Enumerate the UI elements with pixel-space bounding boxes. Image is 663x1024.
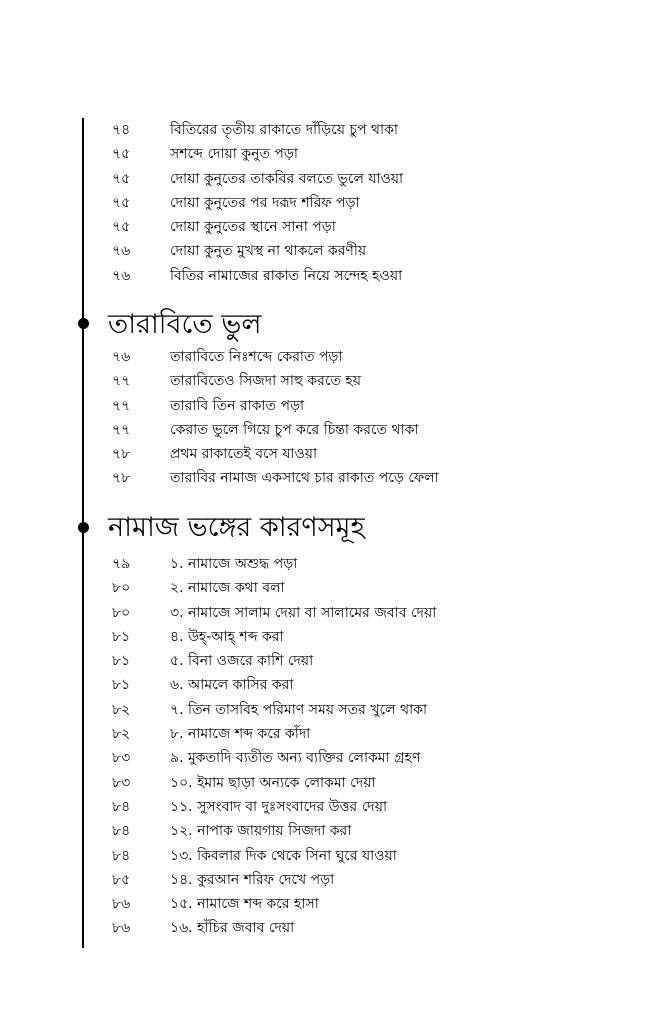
- toc-list-nullifiers: [0, 552, 663, 941]
- toc-entry: [0, 442, 663, 466]
- page-number: ৭৮: [112, 446, 131, 463]
- toc-entry: [0, 239, 663, 263]
- page-number: ৮৪: [112, 823, 131, 840]
- page-number: ৮৩: [112, 750, 131, 767]
- entry-title: ১০. ইমাম ছাড়া অন্যকে লোকমা দেয়া: [170, 774, 376, 791]
- entry-title: দোয়া কুনুত মুখস্থ না থাকলে করণীয়: [170, 243, 367, 260]
- entry-title: দোয়া কুনুতের পর দরূদ শরিফ পড়া: [170, 194, 360, 211]
- page-number: ৭৭: [112, 397, 131, 414]
- entry-title: প্রথম রাকাতেই বসে যাওয়া: [170, 446, 318, 463]
- entry-title: তারাবির নামাজ একসাথে চার রাকাত পড়ে ফেলা: [170, 470, 439, 487]
- entry-title: দোয়া কুনুতের স্থানে সানা পড়া: [170, 219, 336, 236]
- toc-entry: [0, 264, 663, 288]
- toc-entry: [0, 771, 663, 795]
- entry-title: ১. নামাজে অশুদ্ধ পড়া: [170, 556, 298, 572]
- page-number: ৭৯: [112, 556, 131, 572]
- toc-entry: [0, 345, 663, 369]
- entry-title: তারাবিতে নিঃশব্দে কেরাত পড়া: [170, 349, 343, 365]
- page-number: ৮৬: [112, 896, 131, 913]
- toc-entry: [0, 625, 663, 649]
- toc-entry: [0, 394, 663, 418]
- page-number: ৮১: [112, 628, 131, 645]
- toc-entry: [0, 844, 663, 868]
- toc-entry: [0, 649, 663, 673]
- entry-title: বিতির নামাজের রাকাত নিয়ে সন্দেহ হওয়া: [170, 267, 403, 284]
- toc-entry: [0, 698, 663, 722]
- page-number: ৮৪: [112, 847, 131, 864]
- entry-title: ১৬. হাঁচির জবাব দেয়া: [170, 920, 295, 937]
- toc-entry: [0, 418, 663, 442]
- page-number: ৭৬: [112, 349, 131, 365]
- toc-entry: [0, 601, 663, 625]
- page-number: ৭৫: [112, 219, 131, 236]
- page-number: ৭৫: [112, 194, 131, 211]
- entry-title: ২. নামাজে কথা বলা: [170, 580, 285, 597]
- entry-title: ১২. নাপাক জায়গায় সিজদা করা: [170, 823, 352, 840]
- page-number: ৭৭: [112, 421, 131, 438]
- toc-entry: [0, 916, 663, 940]
- toc-entry: [0, 167, 663, 191]
- toc-entry: [0, 466, 663, 490]
- toc-entry: [0, 868, 663, 892]
- page-number: ৮০: [112, 604, 131, 621]
- entry-title: কেরাত ভুলে গিয়ে চুপ করে চিন্তা করতে থাকা: [170, 421, 419, 438]
- toc-entry: [0, 892, 663, 916]
- entry-title: ৩. নামাজে সালাম দেয়া বা সালামের জবাব দেয়া: [170, 604, 437, 621]
- entry-title: ১৫. নামাজে শব্দ করে হাসা: [170, 896, 319, 913]
- entry-title: সশব্দে দোয়া কুনুত পড়া: [170, 146, 298, 163]
- entry-title: বিতিরের তৃতীয় রাকাতে দাঁড়িয়ে চুপ থাকা: [170, 122, 398, 138]
- page-number: ৮৩: [112, 774, 131, 791]
- entry-title: ১১. সুসংবাদ বা দুঃসংবাদের উত্তর দেয়া: [170, 798, 388, 815]
- page-number: ৮২: [112, 701, 131, 718]
- page-number: ৮১: [112, 653, 131, 670]
- entry-title: ১৩. কিবলার দিক থেকে সিনা ঘুরে যাওয়া: [170, 847, 397, 864]
- toc-entry: [0, 215, 663, 239]
- page-number: ৮১: [112, 677, 131, 694]
- toc-list-taraweeh: [0, 345, 663, 491]
- page-number: ৭৬: [112, 243, 131, 260]
- entry-title: ৪. উহ্-আহ্ শব্দ করা: [170, 628, 284, 645]
- toc-entry: [0, 746, 663, 770]
- toc-entry: [0, 819, 663, 843]
- toc-entry: [0, 142, 663, 166]
- page-number: ৭৫: [112, 170, 131, 187]
- toc-entry: [0, 118, 663, 142]
- page-number: ৮৪: [112, 798, 131, 815]
- toc-entry: [0, 673, 663, 697]
- toc-list-witr: [0, 118, 663, 288]
- section-bullet-icon: [78, 522, 89, 533]
- toc-entry: [0, 722, 663, 746]
- toc-entry: [0, 576, 663, 600]
- page-number: ৭৭: [112, 373, 131, 390]
- toc-entry: [0, 552, 663, 576]
- entry-title: ৫. বিনা ওজরে কাশি দেয়া: [170, 653, 314, 670]
- page-number: ৭৪: [112, 122, 131, 138]
- entry-title: দোয়া কুনুতের তাকবির বলতে ভুলে যাওয়া: [170, 170, 404, 187]
- entry-title: তারাবি তিন রাকাত পড়া: [170, 397, 305, 414]
- page-number: ৭৬: [112, 267, 131, 284]
- section-heading-nullifiers: নামাজ ভঙ্গের কারণসমূহ: [108, 512, 365, 543]
- toc-entry: [0, 795, 663, 819]
- page-number: ৮০: [112, 580, 131, 597]
- entry-title: ১৪. কুরআন শরিফ দেখে পড়া: [170, 871, 335, 888]
- section-heading-taraweeh: তারাবিতে ভুল: [108, 309, 262, 340]
- entry-title: ৬. আমলে কাসির করা: [170, 677, 294, 694]
- entry-title: ৭. তিন তাসবিহ পরিমাণ সময় সতর খুলে থাকা: [170, 701, 427, 718]
- page-number: ৮৬: [112, 920, 131, 937]
- page-number: ৭৫: [112, 146, 131, 163]
- entry-title: তারাবিতেও সিজদা সাহু করতে হয়: [170, 373, 362, 390]
- section-bullet-icon: [78, 318, 89, 329]
- page-number: ৮২: [112, 726, 131, 743]
- page-number: ৭৮: [112, 470, 131, 487]
- page-number: ৮৫: [112, 871, 131, 888]
- entry-title: ৮. নামাজে শব্দ করে কাঁদা: [170, 726, 311, 743]
- toc-entry: [0, 369, 663, 393]
- toc-entry: [0, 191, 663, 215]
- entry-title: ৯. মুকতাদি ব্যতীত অন্য ব্যক্তির লোকমা গ্রহণ: [170, 750, 421, 767]
